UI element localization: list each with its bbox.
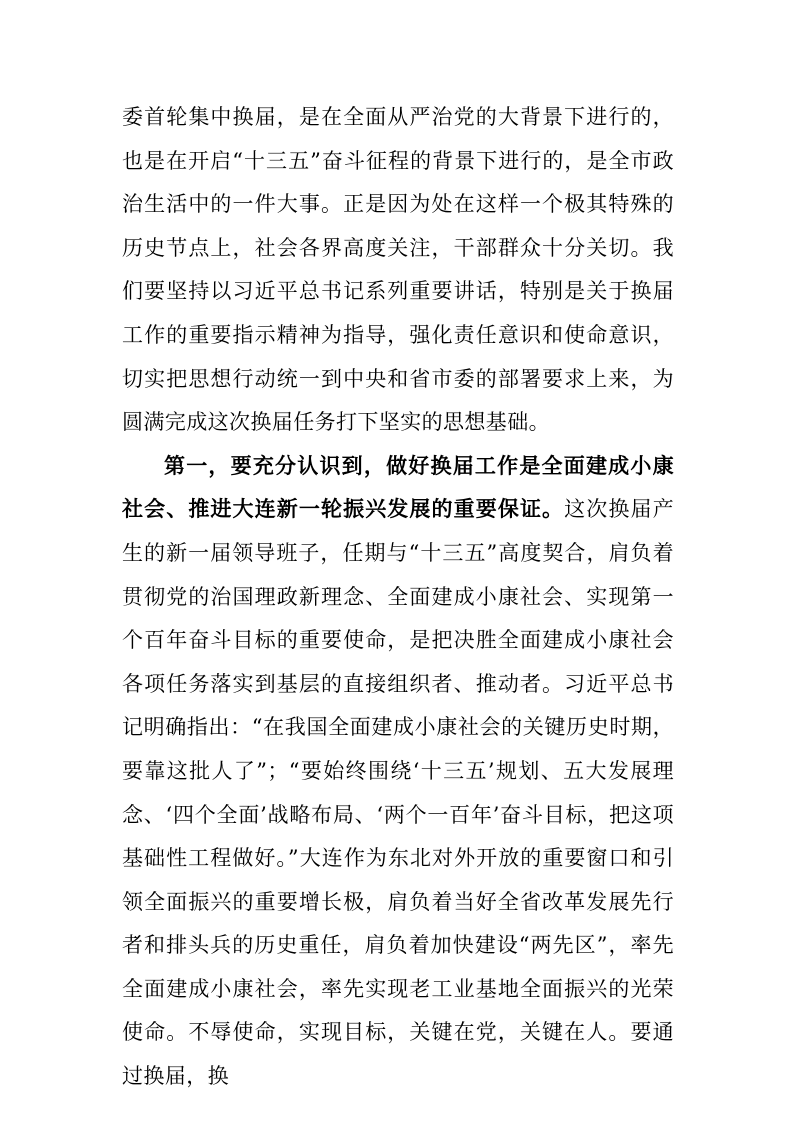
paragraph-1-text: 委首轮集中换届，是在全面从严治党的大背景下进行的，也是在开启“十三五”奋斗征程的背景下进行的，是全市政治生活中的一件大事。正是因为处在这样一个极其特殊的历史节点上，社会各界高度关注，干部群众十分关切。我们要坚持以习近平总书记系列重要讲话，特别是关于换届工作的重要指示精神为指导，强化责任意识和使命意识，切实把思想行动统一到中央和省市委的部署要求上来，为圆满完成这次换届任务打下坚实的思想基础。 [122,105,674,435]
paragraph-2-heading: 第一，要充分认识到，做好换届工作是全面建成小康社会、推进大连新一轮振兴发展的重要保证。 [122,453,674,522]
paragraph-1 [122,96,674,445]
paragraph-2 [122,445,674,1099]
document-body [122,96,674,1099]
paragraph-2-text: 这次换届产生的新一届领导班子，任期与“十三五”高度契合，肩负着贯彻党的治国理政新理念、全面建成小康社会、实现第一个百年奋斗目标的重要使命，是把决胜全面建成小康社会各项任务落实到基层的直接组织者、推动者。习近平总书记明确指出：“在我国全面建成小康社会的关键历史时期，要靠这批人了”；“要始终围绕‘十三五’规划、五大发展理念、‘四个全面’战略布局、‘两个一百年’奋斗目标，把这项基础性工程做好。”大连作为东北对外开放的重要窗口和引领全面振兴的重要增长极，肩负着当好全省改革发展先行者和排头兵的历史重任，肩负着加快建设“两先区”，率先全面建成小康社会，率先实现老工业基地全面振兴的光荣使命。不辱使命，实现目标，关键在党，关键在人。要通过换届，换 [122,497,675,1089]
